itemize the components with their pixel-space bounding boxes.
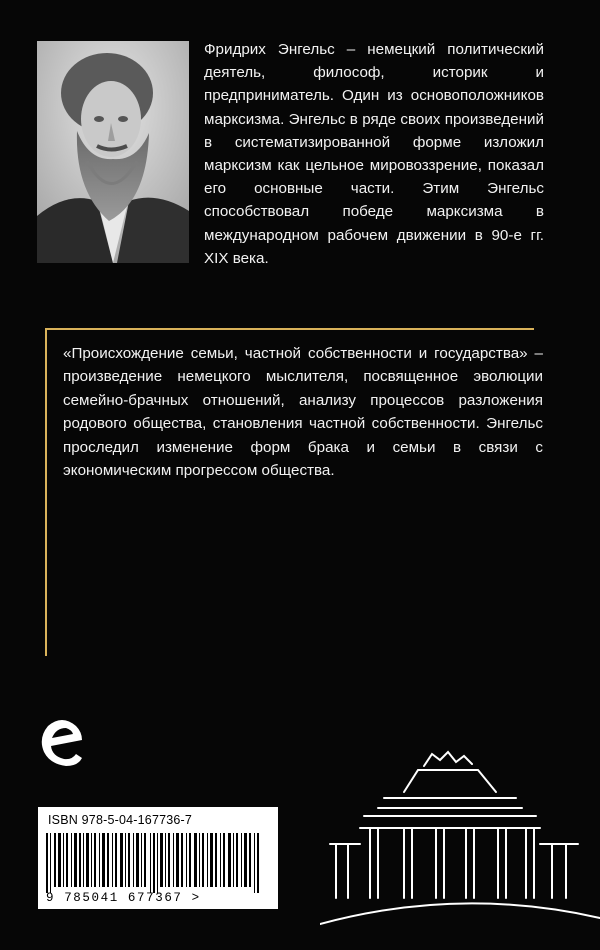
isbn-label: ISBN 978-5-04-167736-7: [48, 813, 193, 827]
book-annotation: [63, 342, 543, 482]
author-portrait: [37, 41, 189, 263]
isbn-barcode-block: [38, 807, 278, 909]
author-bio: [204, 38, 544, 270]
brandenburg-gate-icon: [320, 748, 600, 950]
barcode-digits: 9 785041 677367 >: [46, 891, 201, 905]
author-portrait-image: [37, 41, 189, 263]
barcode-icon: [46, 833, 270, 893]
publisher-logo-icon: [38, 716, 86, 776]
annotation-text: «Происхождение семьи, частной собственности и государства» – произведение немецкого мыслителя, посвященное эволюции семейно-брачных отношений, анализу процессов разложения родового общества, становления частной собственности. Энгельс проследил изменение форм брака и семьи в связи с экономическим прогрессом общества.: [63, 345, 543, 480]
author-bio-text: Фридрих Энгельс – немецкий политический деятель, философ, историк и предприниматель. Один из основоположников марксизма. Энгельс в ряде своих произведений в систематизированной форме изложил марксизм как цельное мировоззрение, показал его основные части. Этим Энгельс способствовал победе марксизма в международном рабочем движении в 90-е гг. XIX века.: [204, 41, 544, 267]
